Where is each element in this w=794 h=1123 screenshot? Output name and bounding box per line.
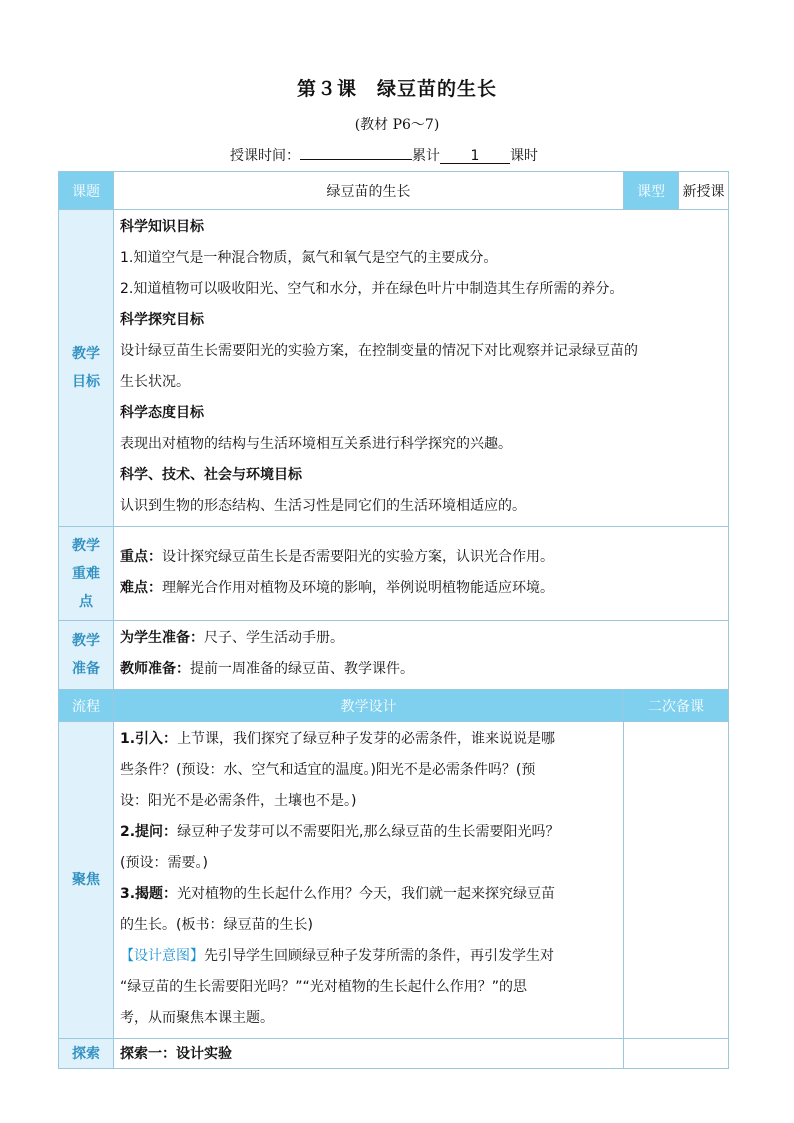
topic-row [59,172,729,210]
focus-para [120,817,617,848]
topic-label: 课题 [59,172,114,210]
goal-heading: 科学态度目标 [120,405,204,421]
focus-label: 聚焦 [59,722,114,1039]
focus-text: 光对植物的生长起什么作用？今天，我们就一起来探究绿豆苗 [177,886,556,902]
design-intent-text: 先引导学生回顾绿豆种子发芽所需的条件，再引发学生对 [204,948,554,964]
difficult-point-text: 理解光合作用对植物及环境的影响，举例说明植物能适应环境。 [162,579,554,596]
explore-label: 探索 [59,1039,114,1069]
student-prep-text: 尺子、学生活动手册。 [204,630,344,646]
keypoints-label-1: 教学 [72,537,100,554]
focus-step-label: 2.提问： [120,824,178,840]
goal-heading: 科学、技术、社会与环境目标 [120,467,302,483]
flow-header-row [59,690,729,722]
focus-revision-cell [624,722,729,1039]
keypoints-row [59,527,729,621]
focus-text: 设：阳光不是必需条件，土壤也不是。) [120,793,357,809]
goals-content [114,210,729,527]
lesson-title: 第３课 绿豆苗的生长 [296,78,497,100]
student-prep [120,623,722,654]
focus-text: 些条件？(预设：水、空气和适宜的温度。)阳光不是必需条件吗？(预 [120,762,536,778]
focus-text: 绿豆种子发芽可以不需要阳光,那么绿豆苗的生长需要阳光吗？ [177,824,560,840]
textbook-pages: (教材 P6～7) [354,117,440,133]
goal-text: 表现出对植物的结构与生活环境相互关系进行科学探究的兴趣。 [120,436,512,452]
prep-label [59,621,114,690]
goal-text: 1.知道空气是一种混合物质，氮气和氧气是空气的主要成分。 [120,250,498,266]
teacher-prep [120,654,722,685]
time-label: 授课时间： [230,148,300,164]
prep-label-1: 教学 [72,633,100,649]
key-point-label: 重点： [120,548,162,565]
flow-col-design: 教学设计 [114,690,624,722]
goal-text: 认识到生物的形态结构、生活习性是同它们的生活环境相适应的。 [120,498,526,514]
goal-text: 2.知道植物可以吸收阳光、空气和水分，并在绿色叶片中制造其生存所需的养分。 [120,281,624,297]
explore-row [59,1039,729,1069]
unit-label: 课时 [510,148,538,164]
difficult-point [120,573,722,604]
focus-text: 上节课，我们探究了绿豆种子发芽的必需条件，谁来说说是哪 [177,731,556,747]
teacher-prep-text: 提前一周准备的绿豆苗、教学课件。 [190,661,414,677]
goals-label [59,210,114,527]
keypoints-label [59,527,114,621]
keypoints-label-3: 点 [79,593,93,610]
total-label: 累计 [412,148,440,164]
keypoints-label-2: 重难 [72,565,100,582]
design-intent-text: “绿豆苗的生长需要阳光吗？”“光对植物的生长起什么作用？”的思 [120,979,528,995]
topic-value: 绿豆苗的生长 [114,172,624,210]
goals-label-1: 教学 [72,346,100,362]
key-point-text: 设计探究绿豆苗生长是否需要阳光的实验方案，认识光合作用。 [162,548,554,565]
time-blank [300,145,412,160]
focus-para [120,879,617,910]
explore-text: 探索一：设计实验 [114,1039,624,1069]
keypoints-content [114,527,729,621]
lesson-plan-table [58,171,729,1069]
flow-col-process: 流程 [59,690,114,722]
explore-revision-cell [624,1039,729,1069]
design-intent-text: 考，从而聚焦本课主题。 [120,1010,274,1026]
difficult-point-label: 难点： [120,579,162,596]
focus-text: 的生长。(板书：绿豆苗的生长) [120,917,313,933]
prep-row [59,621,729,690]
teacher-prep-label: 教师准备： [120,661,190,677]
goal-text: 生长状况。 [120,374,190,390]
focus-row [59,722,729,1039]
prep-content [114,621,729,690]
goals-label-2: 目标 [72,374,100,390]
flow-col-revision: 二次备课 [624,690,729,722]
focus-step-label: 1.引入： [120,731,178,747]
student-prep-label: 为学生准备： [120,630,204,646]
goal-heading: 科学知识目标 [120,219,204,235]
goal-text: 设计绿豆苗生长需要阳光的实验方案，在控制变量的情况下对比观察并记录绿豆苗的 [120,343,638,359]
design-intent-label: 【设计意图】 [120,948,204,964]
key-point [120,542,722,573]
schedule-line [230,145,538,165]
type-value: 新授课 [679,172,729,210]
type-label: 课型 [624,172,679,210]
design-intent [120,941,617,972]
goal-heading: 科学探究目标 [120,312,204,328]
goals-row [59,210,729,527]
focus-para [120,724,617,755]
total-value: 1 [440,149,510,164]
prep-label-2: 准备 [72,661,100,677]
focus-step-label: 3.揭题： [120,886,178,902]
focus-text: (预设：需要。) [120,855,208,871]
focus-content [114,722,624,1039]
